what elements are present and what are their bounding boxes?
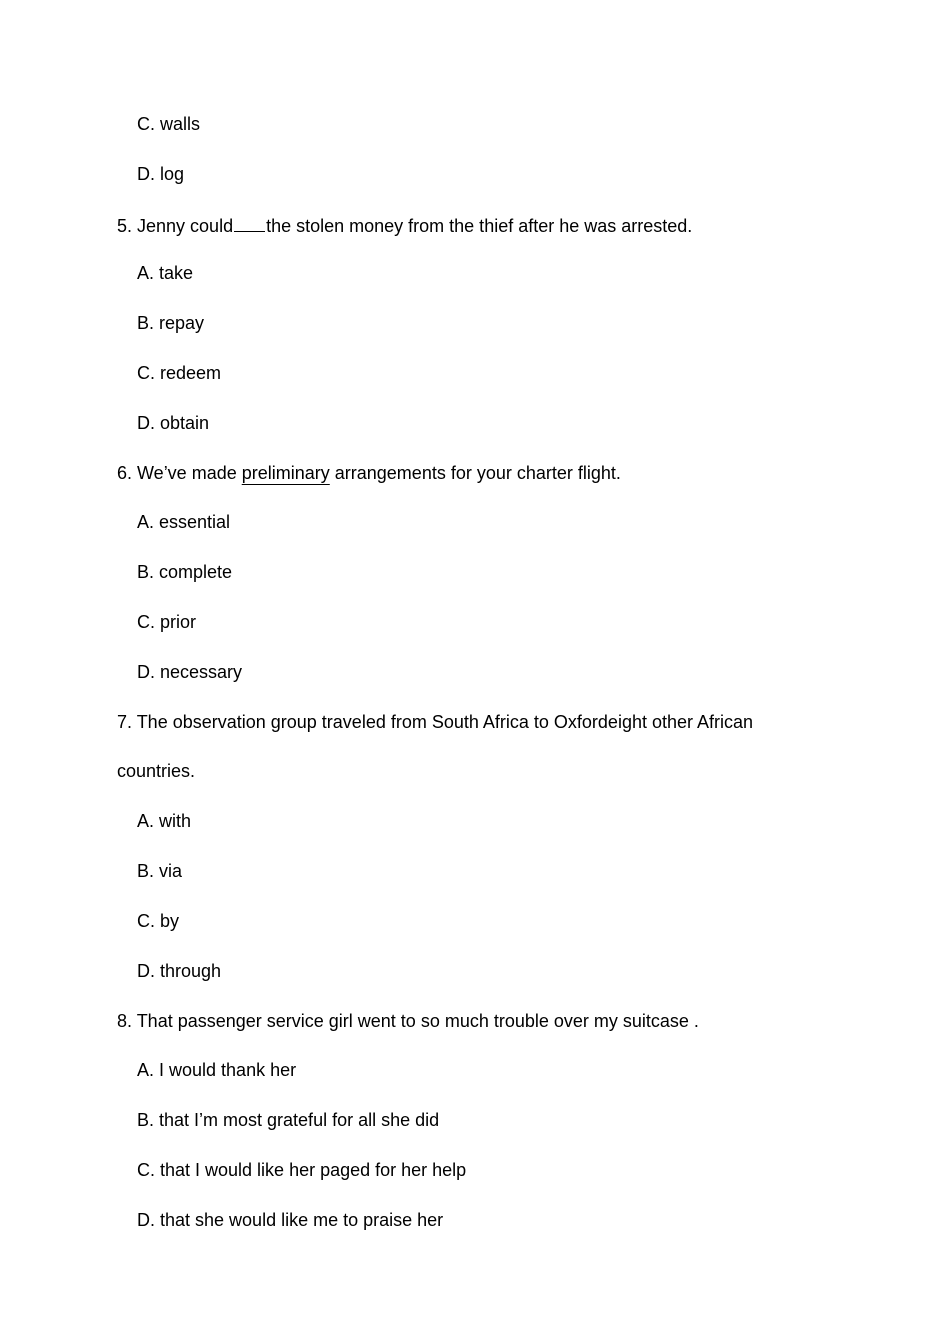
question-6-text-after: arrangements for your charter flight. [329, 463, 621, 483]
question-5-blank [234, 213, 265, 232]
question-5-option-a: A. take [137, 263, 194, 283]
question-7-option-c: C. by [137, 911, 180, 931]
option-d-log: D. log [137, 164, 185, 184]
question-7-option-b: B. via [137, 861, 183, 881]
question-5-option-c: C. redeem [137, 363, 222, 383]
question-6-option-b: B. complete [137, 562, 233, 582]
question-6-option-c: C. prior [137, 612, 197, 632]
question-6-option-a: A. essential [137, 512, 231, 532]
question-8-option-a: A. I would thank her [137, 1060, 297, 1080]
question-6 [117, 462, 621, 484]
option-c-walls: C. walls [137, 114, 201, 134]
question-7-line-2: countries. [117, 761, 196, 781]
question-6-underlined-word: preliminary [241, 463, 330, 483]
question-5-option-b: B. repay [137, 313, 205, 333]
question-8-option-d: D. that she would like me to praise her [137, 1210, 444, 1230]
question-8-option-b: B. that I’m most grateful for all she did [137, 1110, 440, 1130]
question-5 [117, 213, 692, 237]
question-7-option-d: D. through [137, 961, 222, 981]
question-6-text-before: 6. We’ve made [117, 463, 242, 483]
question-8: 8. That passenger service girl went to so much trouble over my suitcase . [117, 1011, 699, 1031]
question-5-text-before-blank: 5. Jenny could [117, 216, 234, 236]
question-5-text-after-blank: the stolen money from the thief after he was arrested. [266, 216, 693, 236]
question-6-option-d: D. necessary [137, 662, 243, 682]
question-8-option-c: C. that I would like her paged for her help [137, 1160, 467, 1180]
question-7-line-1: 7. The observation group traveled from South Africa to Oxfordeight other African [117, 712, 754, 732]
question-5-option-d: D. obtain [137, 413, 210, 433]
question-7-option-a: A. with [137, 811, 192, 831]
